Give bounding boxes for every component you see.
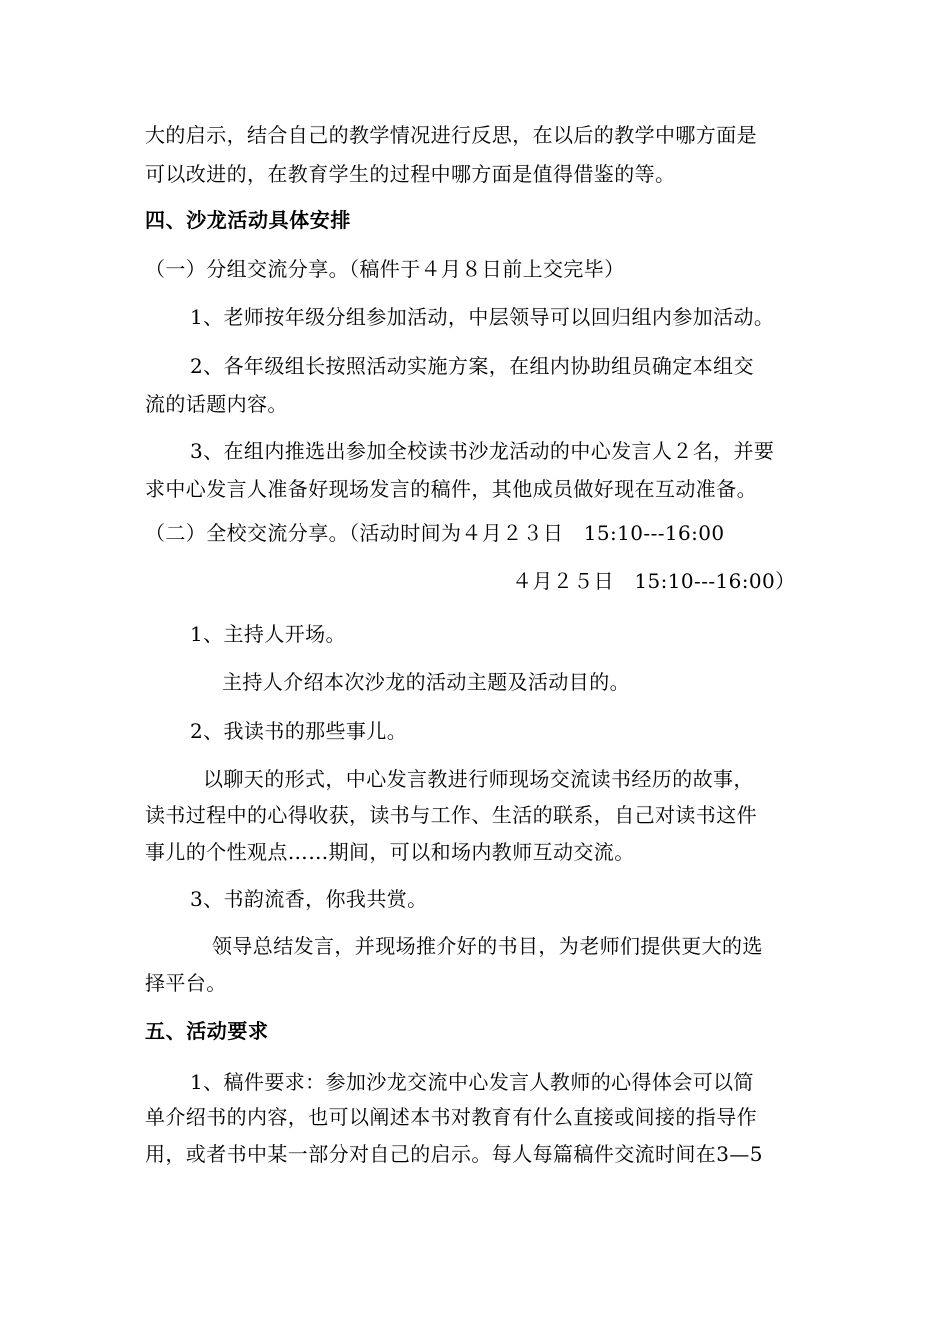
list-item: 2、各年级组长按照活动实施方案，在组内协助组员确定本组交 — [190, 354, 754, 378]
subsection-heading-1: （一）分组交流分享。（稿件于４月８日前上交完毕） — [145, 257, 625, 281]
subsection-heading-2: （二）全校交流分享。（活动时间为４月２３日 15:10---16:00 — [145, 521, 725, 545]
list-item: 3、在组内推选出参加全校读书沙龙活动的中心发言人２名，并要 — [190, 439, 775, 463]
schedule-time-line: ４月２５日 15:10---16:00） — [512, 569, 796, 593]
section-heading-4: 四、沙龙活动具体安排 — [145, 208, 351, 232]
section-heading-5: 五、活动要求 — [145, 1019, 269, 1043]
body-text-line: 读书过程中的心得收获，读书与工作、生活的联系，自己对读书这件 — [145, 803, 757, 827]
body-text-line: 事儿的个性观点……期间，可以和场内教师互动交流。 — [145, 840, 635, 864]
body-text-line: 流的话题内容。 — [145, 392, 288, 416]
body-text-line: 单介绍书的内容，也可以阐述本书对教育有什么直接或间接的指导作 — [145, 1105, 757, 1129]
body-text-line: 用，或者书中某一部分对自己的启示。每人每篇稿件交流时间在3—5 — [145, 1142, 763, 1166]
list-item: 1、主持人开场。 — [190, 622, 346, 646]
body-text-line: 求中心发言人准备好现场发言的稿件，其他成员做好现在互动准备。 — [145, 477, 757, 501]
body-text-line: 大的启示，结合自己的教学情况进行反思，在以后的教学中哪方面是 — [145, 123, 757, 147]
body-text-line: 择平台。 — [145, 971, 227, 995]
list-item: 2、我读书的那些事儿。 — [190, 719, 408, 743]
body-text-line: 主持人介绍本次沙龙的活动主题及活动目的。 — [222, 670, 630, 694]
body-text-line: 可以改进的，在教育学生的过程中哪方面是值得借鉴的等。 — [145, 162, 676, 186]
list-item: 1、稿件要求：参加沙龙交流中心发言人教师的心得体会可以简 — [190, 1070, 754, 1094]
list-item: 1、老师按年级分组参加活动，中层领导可以回归组内参加活动。 — [190, 305, 775, 329]
body-text-line: 以聊天的形式，中心发言教进行师现场交流读书经历的故事， — [203, 767, 754, 791]
body-text-line: 领导总结发言，并现场推介好的书目，为老师们提供更大的选 — [212, 934, 763, 958]
list-item: 3、书韵流香，你我共赏。 — [190, 887, 428, 911]
